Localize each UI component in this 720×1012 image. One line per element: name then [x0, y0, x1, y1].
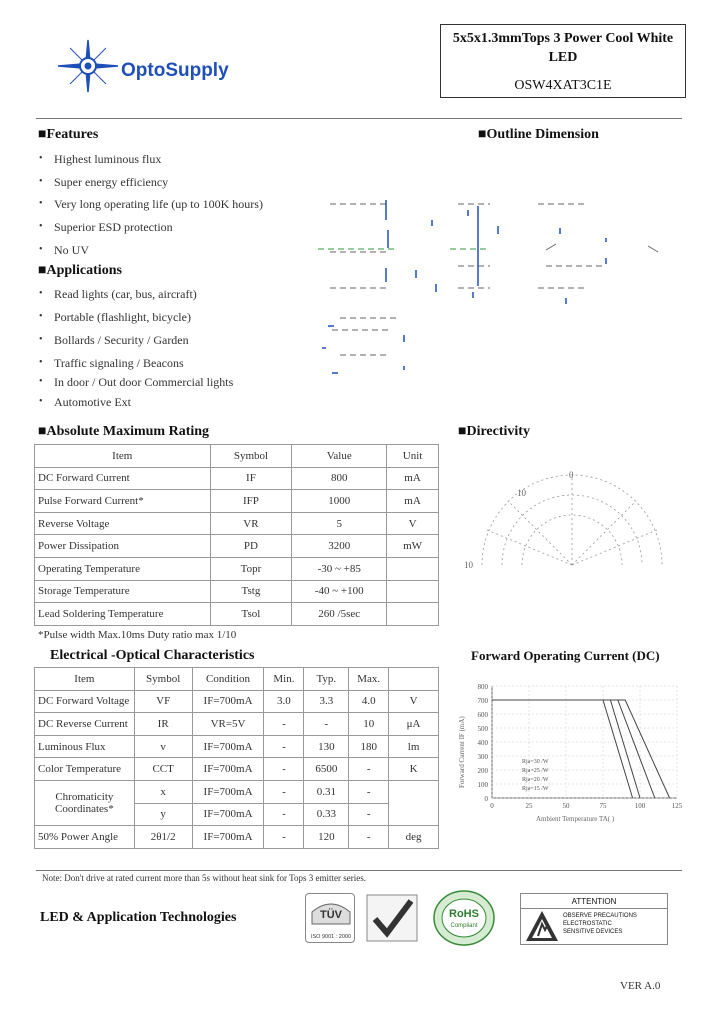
list-item: • Portable (flashlight, bicycle): [54, 310, 191, 325]
y-axis-label: Forward Current IF (mA): [458, 716, 466, 788]
cell: -: [264, 803, 304, 826]
driving-note: Note: Don't drive at rated current more than 5s without heat sink for Tops 3 emitter series.: [42, 873, 366, 883]
x-tick-label: 25: [525, 802, 533, 810]
y-tick-label: 600: [477, 711, 488, 719]
forward-current-chart: [452, 676, 692, 826]
cell: 5: [292, 512, 387, 535]
cell: IF: [210, 467, 292, 490]
x-tick-label: 50: [562, 802, 570, 810]
list-item: • No UV: [54, 243, 89, 258]
esd-line: OBSERVE PRECAUTIONS: [563, 913, 637, 919]
x-axis-label: Ambient Temperature TA( ): [536, 815, 615, 823]
table-row: [35, 780, 439, 803]
certification-check-icon: [365, 893, 419, 943]
tuv-logo-icon: [306, 894, 356, 944]
table-header-row: [35, 445, 439, 468]
cell: 2θ1/2: [134, 826, 192, 849]
cell: Tstg: [210, 580, 292, 603]
y-tick-label: 400: [477, 739, 488, 747]
product-title-line2: LED: [548, 50, 578, 65]
features-heading: ■Features: [38, 127, 99, 142]
cell: VR: [210, 512, 292, 535]
tuv-badge: [305, 893, 355, 943]
part-number: OSW4XAT3C1E: [514, 78, 612, 93]
cell: -30 ~ +85: [292, 557, 387, 580]
forward-current-heading: Forward Operating Current (DC): [471, 648, 660, 663]
x-tick-label: 125: [671, 802, 683, 810]
cell: 180: [349, 735, 389, 758]
cell: -: [264, 758, 304, 781]
starburst-logo-icon: [52, 36, 124, 96]
table-row: [35, 603, 439, 626]
eo-table: [34, 667, 439, 849]
cell: DC Forward Voltage: [35, 690, 135, 713]
esd-warning-icon: [525, 910, 559, 942]
cell: -: [349, 826, 389, 849]
cell: Color Temperature: [35, 758, 135, 781]
legend-entry: Rja=30 /W: [522, 759, 549, 765]
footer-divider: [36, 870, 682, 871]
table-row: [35, 535, 439, 558]
y-tick-label: 100: [477, 781, 488, 789]
outline-heading: ■Outline Dimension: [478, 127, 599, 142]
cell: 260 /5sec: [292, 603, 387, 626]
cell: mA: [387, 467, 439, 490]
footer-company-line: LED & Application Technologies: [40, 910, 237, 925]
outline-drawing: [318, 190, 678, 385]
cell: 6500: [304, 758, 349, 781]
cell: -: [264, 735, 304, 758]
cell: -: [264, 780, 304, 803]
legend-entry: Rja=25 /W: [522, 768, 549, 774]
cell: Storage Temperature: [35, 580, 211, 603]
list-item: • Highest luminous flux: [54, 152, 161, 167]
table-row: [35, 580, 439, 603]
cell: 3.0: [264, 690, 304, 713]
cell: 120: [304, 826, 349, 849]
cell: -: [264, 826, 304, 849]
table-row: [35, 557, 439, 580]
cell: IF=700mA: [192, 735, 264, 758]
x-tick-label: 75: [599, 802, 607, 810]
col-unit: [389, 668, 439, 691]
col-symbol: Symbol: [210, 445, 292, 468]
cell: IR: [134, 713, 192, 736]
cell: y: [134, 803, 192, 826]
cell: Topr: [210, 557, 292, 580]
cell: 0.33: [304, 803, 349, 826]
abs-max-heading: ■Absolute Maximum Rating: [38, 424, 210, 439]
header-divider: [36, 118, 682, 119]
iso-label: ISO 9001 : 2000: [310, 934, 352, 940]
y-tick-label: 800: [477, 683, 488, 691]
cell-line: Chromaticity: [55, 791, 114, 804]
cell: x: [134, 780, 192, 803]
version-label: VER A.0: [620, 980, 661, 992]
col-item: Item: [35, 445, 211, 468]
col-unit: Unit: [387, 445, 439, 468]
y-tick-label: 500: [477, 725, 488, 733]
cell: CCT: [134, 758, 192, 781]
cell: Operating Temperature: [35, 557, 211, 580]
cell: Luminous Flux: [35, 735, 135, 758]
directivity-heading: ■Directivity: [458, 424, 530, 439]
table-row: [35, 735, 439, 758]
cell: v: [134, 735, 192, 758]
esd-title: ATTENTION: [521, 897, 667, 909]
col-typ: Typ.: [304, 668, 349, 691]
rohs-sub-label: Compliant: [450, 923, 478, 929]
cell: IF=700mA: [192, 826, 264, 849]
cell: IF=700mA: [192, 780, 264, 803]
rohs-badge: [432, 889, 496, 947]
rohs-label: RoHS: [449, 908, 479, 920]
series-line: [492, 700, 633, 798]
cell: PD: [210, 535, 292, 558]
eo-heading: Electrical -Optical Characteristics: [50, 648, 255, 663]
cell: [387, 603, 439, 626]
cell: Reverse Voltage: [35, 512, 211, 535]
cell: K: [389, 758, 439, 781]
cell: IF=700mA: [192, 690, 264, 713]
list-item: • Traffic signaling / Beacons: [54, 356, 184, 371]
abs-max-table: [34, 444, 439, 626]
legend-entry: Rja=15 /W: [522, 786, 549, 792]
title-box: [440, 24, 686, 98]
x-tick-label: 100: [634, 802, 646, 810]
cell-line: Coordinates*: [55, 803, 114, 816]
table-row: [35, 713, 439, 736]
cell: -: [349, 803, 389, 826]
cell: lm: [389, 735, 439, 758]
col-symbol: Symbol: [134, 668, 192, 691]
cell: -: [349, 758, 389, 781]
cell: μA: [389, 713, 439, 736]
cell: -: [349, 780, 389, 803]
chromaticity-cell: [35, 780, 135, 825]
col-max: Max.: [349, 668, 389, 691]
cell: Tsol: [210, 603, 292, 626]
cell: deg: [389, 826, 439, 849]
list-item: • Bollards / Security / Garden: [54, 333, 189, 348]
cell: V: [389, 690, 439, 713]
list-item: • Very long operating life (up to 100K hours): [54, 197, 263, 212]
col-value: Value: [292, 445, 387, 468]
cell: Pulse Forward Current*: [35, 490, 211, 513]
cell: 50% Power Angle: [35, 826, 135, 849]
esd-line: ELECTROSTATIC: [563, 921, 612, 927]
col-item: Item: [35, 668, 135, 691]
cell: IFP: [210, 490, 292, 513]
directivity-polar-plot: [462, 470, 682, 580]
cell: 3.3: [304, 690, 349, 713]
cell: mA: [387, 490, 439, 513]
cell: 3200: [292, 535, 387, 558]
table-row: [35, 690, 439, 713]
cell: VR=5V: [192, 713, 264, 736]
abs-max-note: *Pulse width Max.10ms Duty ratio max 1/10: [38, 629, 237, 641]
cell: V: [387, 512, 439, 535]
cell: IF=700mA: [192, 803, 264, 826]
series-line: [492, 700, 655, 798]
table-row: [35, 490, 439, 513]
cell: DC Forward Current: [35, 467, 211, 490]
check-badge: [365, 893, 419, 943]
cell: Lead Soldering Temperature: [35, 603, 211, 626]
list-item: • Super energy efficiency: [54, 175, 168, 190]
table-row: [35, 467, 439, 490]
legend-entry: Rja=20 /W: [522, 777, 549, 783]
cell: IF=700mA: [192, 758, 264, 781]
applications-heading: ■Applications: [38, 263, 122, 278]
product-title: 5x5x1.3mmTops 3 Power Cool White: [452, 31, 674, 46]
table-row: [35, 826, 439, 849]
list-item: • Superior ESD protection: [54, 220, 173, 235]
cell: 10: [349, 713, 389, 736]
cell: -: [264, 713, 304, 736]
table-row: [35, 758, 439, 781]
angle-label: 0: [569, 470, 574, 480]
y-tick-label: 0: [484, 795, 488, 803]
cell: VF: [134, 690, 192, 713]
y-tick-label: 700: [477, 697, 488, 705]
list-item: • In door / Out door Commercial lights: [54, 375, 233, 390]
tuv-label: TÜV: [320, 909, 342, 921]
cell: [387, 580, 439, 603]
cell: mW: [387, 535, 439, 558]
company-name: OptoSupply: [121, 60, 229, 81]
y-tick-label: 300: [477, 753, 488, 761]
table-header-row: [35, 668, 439, 691]
y-tick-label: 200: [477, 767, 488, 775]
esd-line: SENSITIVE DEVICES: [563, 929, 623, 935]
list-item: • Automotive Ext: [54, 395, 131, 410]
esd-text: [563, 912, 637, 936]
esd-warning-badge: [520, 893, 668, 945]
angle-label: 10: [517, 488, 526, 498]
col-condition: Condition: [192, 668, 264, 691]
table-row: [35, 512, 439, 535]
cell: DC Reverse Current: [35, 713, 135, 736]
cell: [387, 557, 439, 580]
cell: 0.31: [304, 780, 349, 803]
cell: -40 ~ +100: [292, 580, 387, 603]
cell: 130: [304, 735, 349, 758]
series-line: [492, 700, 670, 798]
cell: 1000: [292, 490, 387, 513]
cell: -: [304, 713, 349, 736]
cell: 4.0: [349, 690, 389, 713]
col-min: Min.: [264, 668, 304, 691]
cell: [389, 780, 439, 825]
x-tick-label: 0: [490, 802, 494, 810]
rohs-logo-icon: [432, 889, 496, 947]
angle-label: 10: [464, 560, 473, 570]
list-item: • Read lights (car, bus, aircraft): [54, 287, 197, 302]
cell: Power Dissipation: [35, 535, 211, 558]
cell: 800: [292, 467, 387, 490]
